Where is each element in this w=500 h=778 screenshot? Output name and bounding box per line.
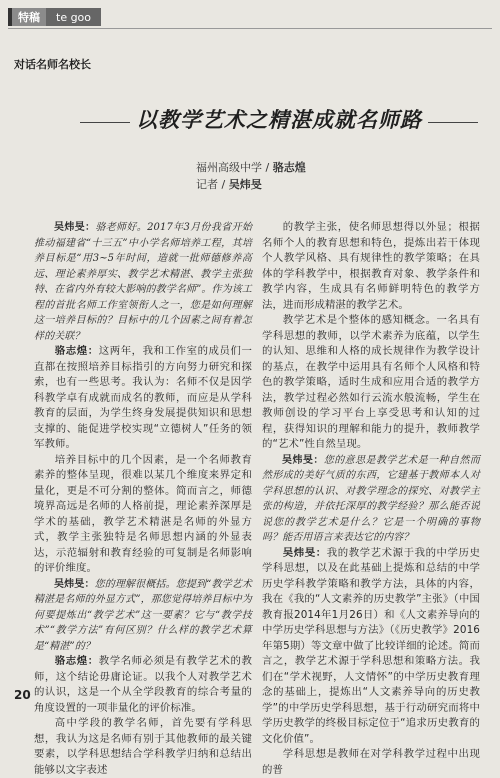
section-label-en: te goo bbox=[46, 8, 101, 26]
paragraph-text: 这两年，我和工作室的成员们一直都在按照培养目标指引的方向努力研究和探索，也有一些思考。我认为：名师不仅是因学科教学卓有成就而成名的教师，而应是从学科教育的层面，为学生终身发展提供知识和思想支撑的、能促进学校实现“立德树人”任务的领军教师。 bbox=[34, 345, 252, 450]
paragraph-text: 您的理解很概括。您提到“教学艺术精湛是名师的外显方式”，那您觉得培养目标中为何要提炼出“教学艺术”这一要素？它与“教学技术”“教学方法”有何区别？什么样的教学艺术算是“精湛”的？ bbox=[34, 578, 252, 652]
reporter-name: 吴炜旻 bbox=[228, 178, 262, 191]
paragraph-text: 培养目标中的几个因素，是一个名师教育素养的整体呈现，很难以某几个维度来界定和量化，更是不可分割的整体。简而言之，师德境界高远是名师的人格前提，理论素养深厚是学术的基础，教学艺术精湛是名师的外显方式，教学主张独特是名师思想内涵的外显表达，示范辐射和教育经验的可复制是名师影响的评价维度。 bbox=[34, 453, 252, 574]
left-text-column bbox=[34, 220, 252, 778]
speaker-label: 吴炜旻： bbox=[282, 546, 327, 559]
page-number: 20 bbox=[14, 688, 31, 702]
question-paragraph bbox=[34, 220, 252, 344]
title-rule-right bbox=[428, 122, 478, 123]
top-rule bbox=[8, 28, 492, 29]
section-tab bbox=[8, 8, 101, 26]
title-row bbox=[80, 104, 478, 134]
article-title: 以教学艺术之精湛成就名师路 bbox=[136, 107, 422, 132]
answer-paragraph bbox=[262, 220, 480, 313]
title-rule-left bbox=[80, 122, 130, 123]
paragraph-text: 骆老师好。2017年3月份我省开始推动福建省“十三五”中小学名师培养工程，其培养目标是“用3~5年时间，造就一批师德修养高远、理论素养厚实、教学艺术精湛、教学主张独特、在省内外有较大影响的教学名师”。作为该工程的首批名师工作室领衔人之一，您是如何理解这一培养目标的？目标中的几个因素之间有着怎样的关联？ bbox=[34, 222, 253, 342]
reporter-label: 记者 bbox=[196, 178, 218, 191]
question-paragraph bbox=[34, 577, 252, 655]
paragraph-text: 教学名师必须是有教学艺术的教师，这个结论毋庸论证。以我个人对教学艺术的认识，这是一个从全学段教育的综合考量的角度设置的一项非量化的评价标准。 bbox=[34, 655, 252, 714]
section-label: 特稿 bbox=[18, 11, 40, 24]
answer-paragraph bbox=[262, 546, 480, 748]
paragraph-text: 您的意思是教学艺术是一种自然而然形成的美好气质的东西，它建基于教师本人对学科思想的认识、对教学理念的探究、对教学主张的构造，并依托深厚的教学经验？那么能否说说您的教学艺术是什么？它是一个明确的事物吗？能否用语言来表达它的内容？ bbox=[262, 454, 481, 543]
byline bbox=[196, 159, 306, 193]
paragraph-text: 的教学主张，使名师思想得以外显；根据名师个人的教育思想和特色，提炼出若干体现个人教学风格、具有规律性的教学策略；在具体的学科教学中，根据教育对象、教学条件和教学内容，生成具有名师鲜明特色的教学方法，进而形成精湛的教学艺术。 bbox=[262, 221, 480, 311]
answer-paragraph bbox=[262, 747, 480, 778]
paragraph-text: 学科思想是教师在对学科教学过程中出现的普 bbox=[262, 748, 480, 776]
speaker-label: 吴炜旻： bbox=[54, 222, 96, 233]
paragraph-text: 高中学段的教学名师，首先要有学科思想，我认为这是名师有别于其他教师的最关键要素，以学科思想结合学科教学归纳和总结出能够以文字表述 bbox=[34, 717, 252, 776]
answer-paragraph bbox=[34, 453, 252, 577]
byline-row-teacher: 福州高级中学 / 骆志煌 bbox=[196, 161, 306, 174]
right-text-column bbox=[262, 220, 480, 778]
speaker-label: 吴炜旻： bbox=[282, 454, 324, 466]
byline-row-reporter: 记者 / 吴炜旻 bbox=[196, 178, 262, 191]
answer-paragraph bbox=[34, 344, 252, 453]
question-paragraph bbox=[262, 453, 480, 546]
answer-paragraph bbox=[34, 716, 252, 778]
speaker-label: 骆志煌： bbox=[54, 345, 99, 357]
answer-paragraph bbox=[34, 654, 252, 716]
speaker-label: 骆志煌： bbox=[54, 655, 99, 667]
teacher-name: 骆志煌 bbox=[272, 161, 306, 174]
answer-paragraph bbox=[262, 313, 480, 453]
speaker-label: 吴炜旻： bbox=[54, 578, 95, 590]
affiliation: 福州高级中学 bbox=[196, 161, 262, 174]
column-label: 对话名师名校长 bbox=[14, 58, 91, 71]
paragraph-text: 教学艺术是个整体的感知概念。一名具有学科思想的教师，以学术素养为底蕴，以学生的认知、思维和人格的成长规律作为教学设计的基点，在教学中运用具有名师个人风格和特色的教学策略，适时生成和应用合适的教学方法，教学过程必然如行云流水般流畅，学生在教师创设的学习平台上享受思考和认知的过程，获得知识的理解和能力的提升，教师教学的“艺术”性自然呈现。 bbox=[262, 314, 480, 450]
paragraph-text: 我的教学艺术源于我的中学历史学科思想，以及在此基础上提炼和总结的中学历史学科教学策略和教学方法，具体的内容，我在《我的“人文素养的历史教学”主张》（中国教育报2014年1月26日）和《人文素养导向的中学历史学科思想与方法》（《历史教学》2016年第5期）等文章中做了比较详细的论述。简而言之，教学艺术源于学科思想和策略方法。我们在“学术视野，人文情怀”的中学历史教育理念的基础上，提炼出“人文素养导向的历史教学”的中学历史学科思想，基于行动研究而将中学历史教学的终极目标定位于“追求历史教育的文化价值”。 bbox=[262, 546, 480, 745]
